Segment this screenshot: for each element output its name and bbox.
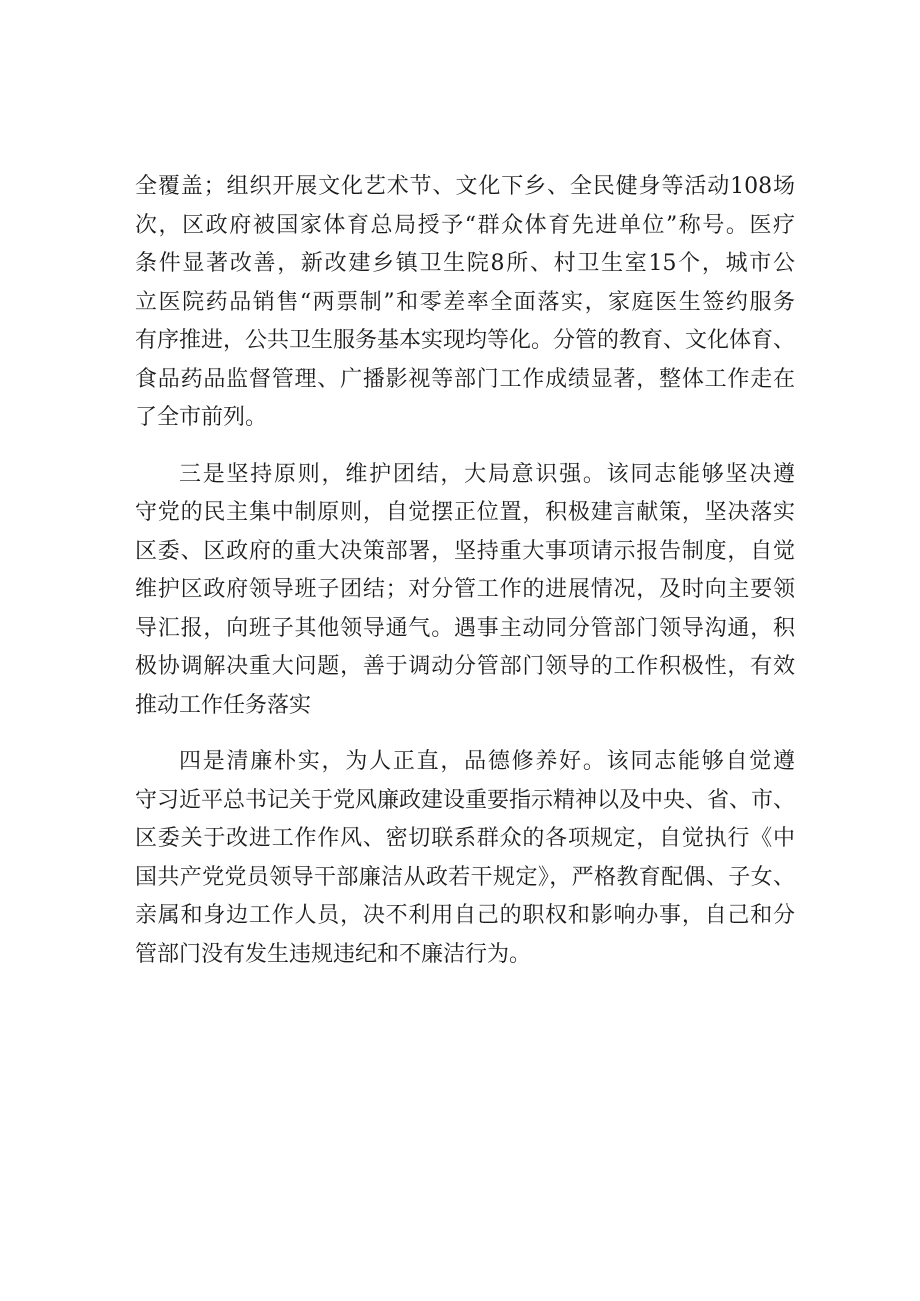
text-line: 极协调解决重大问题，善于调动分管部门领导的工作积极性，有效 [135, 654, 795, 679]
text-line: 四是清廉朴实，为人正直，品德修养好。该同志能够自觉遵 [179, 749, 795, 774]
text-line: 了全市前列。 [135, 405, 268, 430]
text-line: 区委关于改进工作作风、密切联系群众的各项规定，自觉执行《中 [135, 826, 795, 851]
text-line: 推动工作任务落实 [135, 692, 312, 718]
paragraph-integrity [135, 743, 795, 974]
text-line: 亲属和身边工作人员，决不利用自己的职权和影响办事，自己和分 [135, 903, 795, 928]
text-line: 立医院药品销售“两票制”和零差率全面落实，家庭医生签约服务 [135, 289, 795, 315]
text-line: 条件显著改善，新改建乡镇卫生院8所、村卫生室15个，城市公 [135, 251, 795, 276]
text-line: 导汇报，向班子其他领导通气。遇事主动同分管部门领导沟通，积 [135, 615, 795, 641]
text-line: 管部门没有发生违规违纪和不廉洁行为。 [135, 941, 532, 967]
text-line: 食品药品监督管理、广播影视等部门工作成绩显著，整体工作走在 [135, 366, 795, 392]
text-line: 区委、区政府的重大决策部署，坚持重大事项请示报告制度，自觉 [135, 538, 795, 564]
text-line: 次，区政府被国家体育总局授予“群众体育先进单位”称号。医疗 [135, 212, 795, 238]
text-line: 国共产党党员领导干部廉洁从政若干规定》，严格教育配偶、子女、 [135, 864, 795, 890]
text-line: 守党的民主集中制原则，自觉摆正位置，积极建言献策，坚决落实 [135, 500, 795, 525]
paragraph-social-services [135, 168, 795, 438]
paragraph-principles [135, 456, 795, 726]
text-line: 全覆盖；组织开展文化艺术节、文化下乡、全民健身等活动108场 [135, 174, 795, 199]
text-line: 守习近平总书记关于党风廉政建设重要指示精神以及中央、省、市、 [135, 787, 796, 813]
text-line: 有序推进，公共卫生服务基本实现均等化。分管的教育、文化体育、 [135, 328, 796, 353]
document-body [135, 168, 795, 992]
text-line: 维护区政府领导班子团结；对分管工作的进展情况，及时向主要领 [135, 577, 795, 602]
text-line: 三是坚持原则，维护团结，大局意识强。该同志能够坚决遵 [179, 461, 795, 487]
